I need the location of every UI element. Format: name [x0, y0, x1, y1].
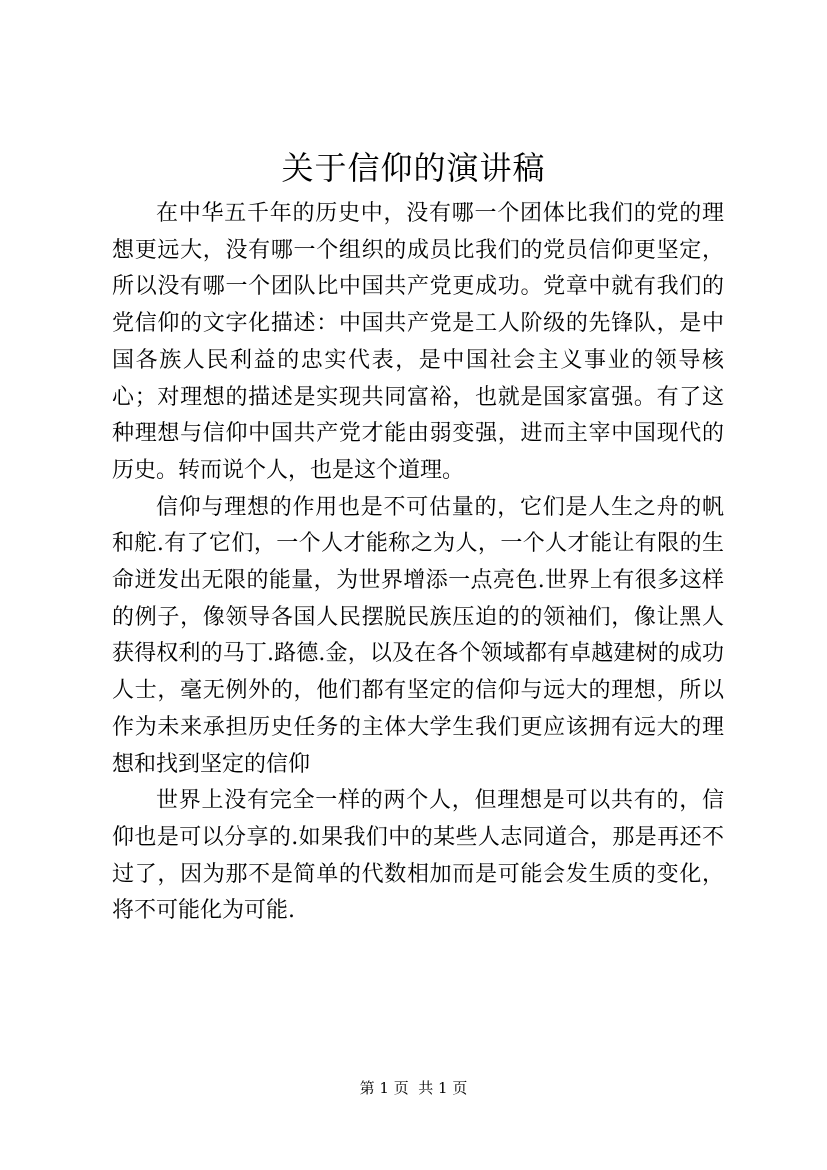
paragraph-2: 信仰与理想的作用也是不可估量的，它们是人生之舟的帆和舵.有了它们，一个人才能称之为人，一个人才能让有限的生命迸发出无限的能量，为世界增添一点亮色.世界上有很多这样的例子，像领导各国人民摆脱民族压迫的的领袖们，像让黑人获得权利的马丁.路德.金，以及在各个领域都有卓越建树的成功人士，毫无例外的，他们都有坚定的信仰与远大的理想，所以作为未来承担历史任务的主体大学生我们更应该拥有远大的理想和找到坚定的信仰 — [112, 494, 724, 777]
page-footer — [0, 1078, 827, 1098]
paragraph-1: 在中华五千年的历史中，没有哪一个团体比我们的党的理想更远大，没有哪一个组织的成员比我们的党员信仰更坚定，所以没有哪一个团队比中国共产党更成功。党章中就有我们的党信仰的文字化描述：中国共产党是工人阶级的先锋队，是中国各族人民利益的忠实代表，是中国社会主义事业的领导核心；对理想的描述是实现共同富裕，也就是国家富强。有了这种理想与信仰中国共产党才能由弱变强，进而主宰中国现代的历史。转而说个人，也是这个道理。 — [112, 201, 724, 483]
page-number-label: 第 1 页 共 1 页 — [359, 1079, 468, 1097]
paragraph-3: 世界上没有完全一样的两个人，但理想是可以共有的，信仰也是可以分享的.如果我们中的某些人志同道合，那是再还不过了，因为那不是简单的代数相加而是可能会发生质的变化，将不可能化为可能. — [112, 788, 724, 924]
document-title: 关于信仰的演讲稿 — [281, 149, 546, 187]
document-body — [112, 196, 724, 930]
